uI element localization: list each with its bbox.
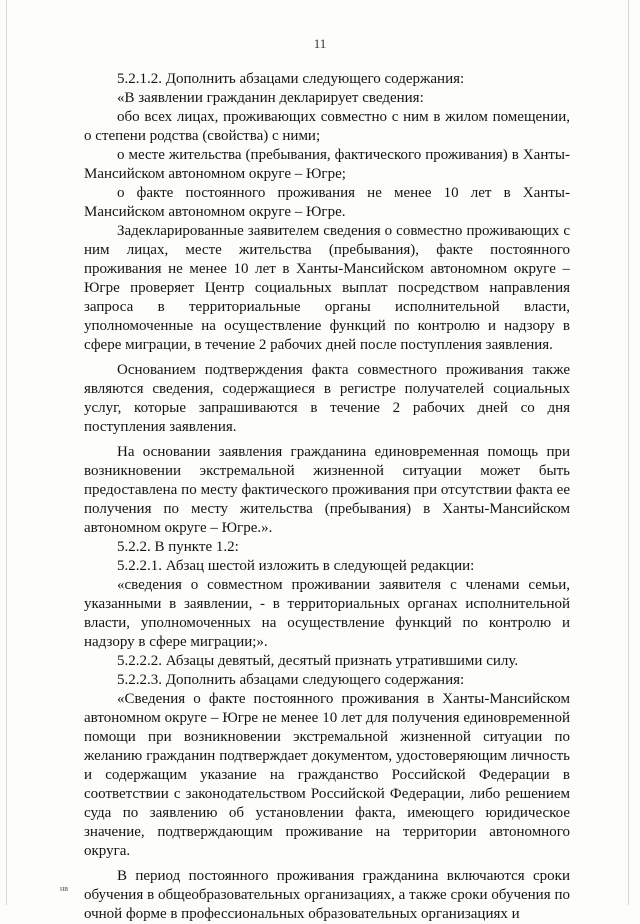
paragraph: о факте постоянного проживания не менее 10 лет в Ханты-Мансийском автономном округе – Югре. (84, 185, 570, 220)
paragraph: 5.2.2.2. Абзацы девятый, десятый признать утратившими силу. (117, 653, 519, 669)
paragraph: Основанием подтверждения факта совместного проживания также являются сведения, содержащиеся в регистре получателей социальных услуг, которые запрашиваются в течение 2 рабочих дней со дня поступления заявления. (84, 362, 570, 435)
paragraph: «В заявлении гражданин декларирует сведения: (117, 90, 424, 106)
paragraph: 5.2.2.1. Абзац шестой изложить в следующей редакции: (117, 558, 475, 574)
page-number: 11 (313, 36, 327, 51)
paragraph: «Сведения о факте постоянного проживания в Ханты-Мансийском автономном округе – Югре не менее 10 лет для получения единовременной помощи при возникновении экстремальной жизненной ситуации по желанию гражданин подтверждает документом, удостоверяющим личность и содержащим указание на гражданство Российской Федерации в соответствии с законодательством Российской Федерации, либо решением суда по заявлению об установлении факта, имеющего юридическое значение, подтверждающим проживание на территории автономного округа. (84, 691, 570, 859)
paragraph: Задекларированные заявителем сведения о совместно проживающих с ним лицах, месте жительства (пребывания), факте постоянного проживания не менее 10 лет в Ханты-Мансийском автономном округе – Югре проверяет Центр социальных выплат посредством направления запроса в территориальные органы исполнительной власти, уполномоченные на осуществление функций по контролю и надзору в сфере миграции, в течение 2 рабочих дней после поступления заявления. (84, 223, 570, 353)
paragraph: 5.2.1.2. Дополнить абзацами следующего содержания: (117, 71, 465, 87)
scan-edge-line (628, 0, 629, 905)
paragraph: 5.2.2. В пункте 1.2: (117, 539, 239, 555)
paragraph: В период постоянного проживания гражданина включаются сроки обучения в общеобразовательных организациях, а также сроки обучения по очной форме в профессиональных образовательных организациях и (84, 868, 570, 922)
document-body (84, 70, 570, 924)
footer-mark: нв (60, 884, 69, 893)
paragraph: На основании заявления гражданина единовременная помощь при возникновении экстремальной жизненной ситуации может быть предоставлена по месту фактического проживания при отсутствии факта ее получения по месту жительства (пребывания) в Ханты-Мансийском автономном округе – Югре.». (84, 444, 570, 536)
scan-edge-line (6, 0, 7, 905)
paragraph: о месте жительства (пребывания, фактического проживания) в Ханты-Мансийском автономном округе – Югре; (84, 147, 570, 182)
paragraph: обо всех лицах, проживающих совместно с ним в жилом помещении, о степени родства (свойства) с ними; (84, 109, 570, 144)
paragraph: «сведения о совместном проживании заявителя с членами семьи, указанными в заявлении, - в территориальных органах исполнительной власти, уполномоченных на осуществление функций по контролю и надзору в сфере миграции;». (84, 577, 570, 650)
paragraph: 5.2.2.3. Дополнить абзацами следующего содержания: (117, 672, 465, 688)
